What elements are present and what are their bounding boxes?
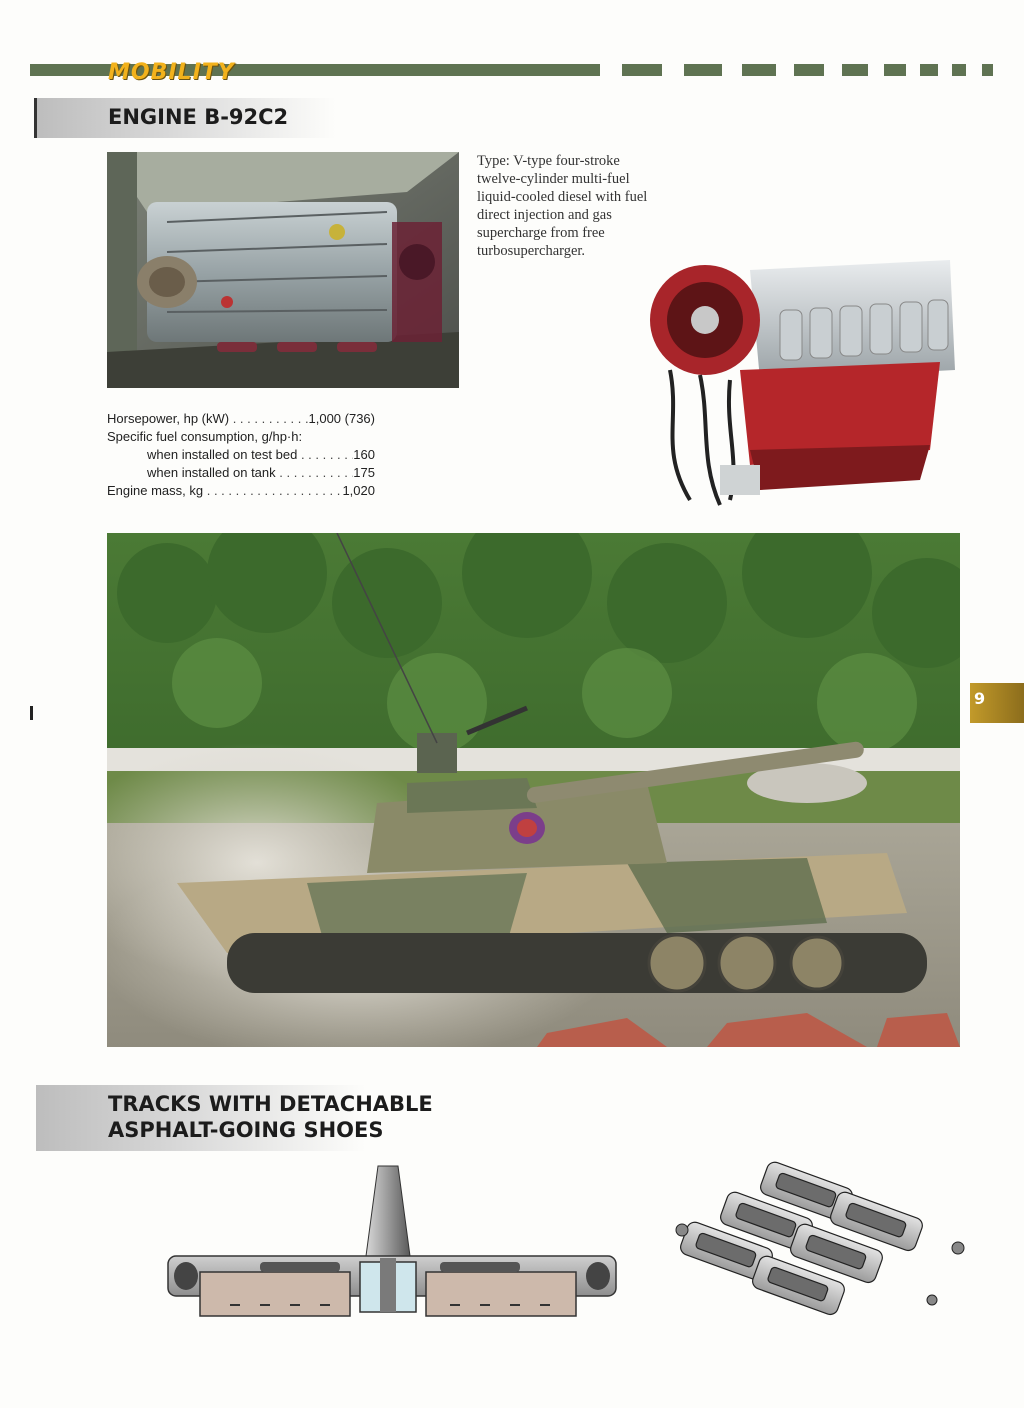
banner-dash (884, 64, 906, 76)
engine-cutout-image (630, 250, 960, 515)
spec-row-test-bed (107, 446, 375, 464)
banner-dash (622, 64, 662, 76)
page-number: 9 (974, 689, 986, 708)
spec-label: when installed on test bed . . . (147, 446, 353, 464)
spec-row-mass (107, 482, 375, 500)
banner-dash (842, 64, 868, 76)
tracks-heading-line: ASPHALT-GOING SHOES (108, 1118, 384, 1142)
tracks-heading (108, 1091, 433, 1143)
spec-label: Horsepower, hp (kW) . . . (107, 410, 309, 428)
track-shoes-drawing (670, 1150, 970, 1325)
banner-dash (920, 64, 938, 76)
description-line: supercharge from free (477, 225, 605, 241)
spec-row-horsepower (107, 410, 375, 428)
engine-spec-table (107, 410, 375, 500)
engine-bay-photo (107, 152, 459, 388)
spec-row-tank (107, 464, 375, 482)
banner-dash (982, 64, 993, 76)
description-line: direct injection and gas (477, 207, 612, 223)
spec-label: Specific fuel consumption, g/hp·h: (107, 429, 303, 444)
banner-dash (684, 64, 722, 76)
spec-label: when installed on tank . . . (147, 464, 353, 482)
tracks-heading-line: TRACKS WITH DETACHABLE (108, 1092, 433, 1116)
heading-marker (34, 98, 37, 138)
tank-photo (107, 533, 960, 1047)
margin-mark (30, 706, 33, 720)
description-line: twelve-cylinder multi-fuel (477, 171, 630, 187)
spec-value: 175 (353, 465, 375, 480)
banner-dash (794, 64, 824, 76)
banner-dash (742, 64, 776, 76)
banner-dash (952, 64, 966, 76)
engine-heading: ENGINE B-92C2 (108, 105, 289, 129)
track-cross-section-diagram (160, 1162, 620, 1322)
section-title: MOBILITY (108, 60, 235, 85)
description-line: liquid-cooled diesel with fuel (477, 189, 648, 205)
spec-row-fuel (107, 428, 375, 446)
spec-label: Engine mass, kg . . . (107, 482, 342, 500)
spec-value: 1,000 (736) (308, 411, 375, 426)
spec-value: 160 (353, 447, 375, 462)
engine-description (477, 152, 697, 260)
description-line: turbosupercharger. (477, 243, 586, 259)
description-line: Type: V-type four-stroke (477, 153, 620, 169)
spec-value: 1,020 (342, 483, 375, 498)
